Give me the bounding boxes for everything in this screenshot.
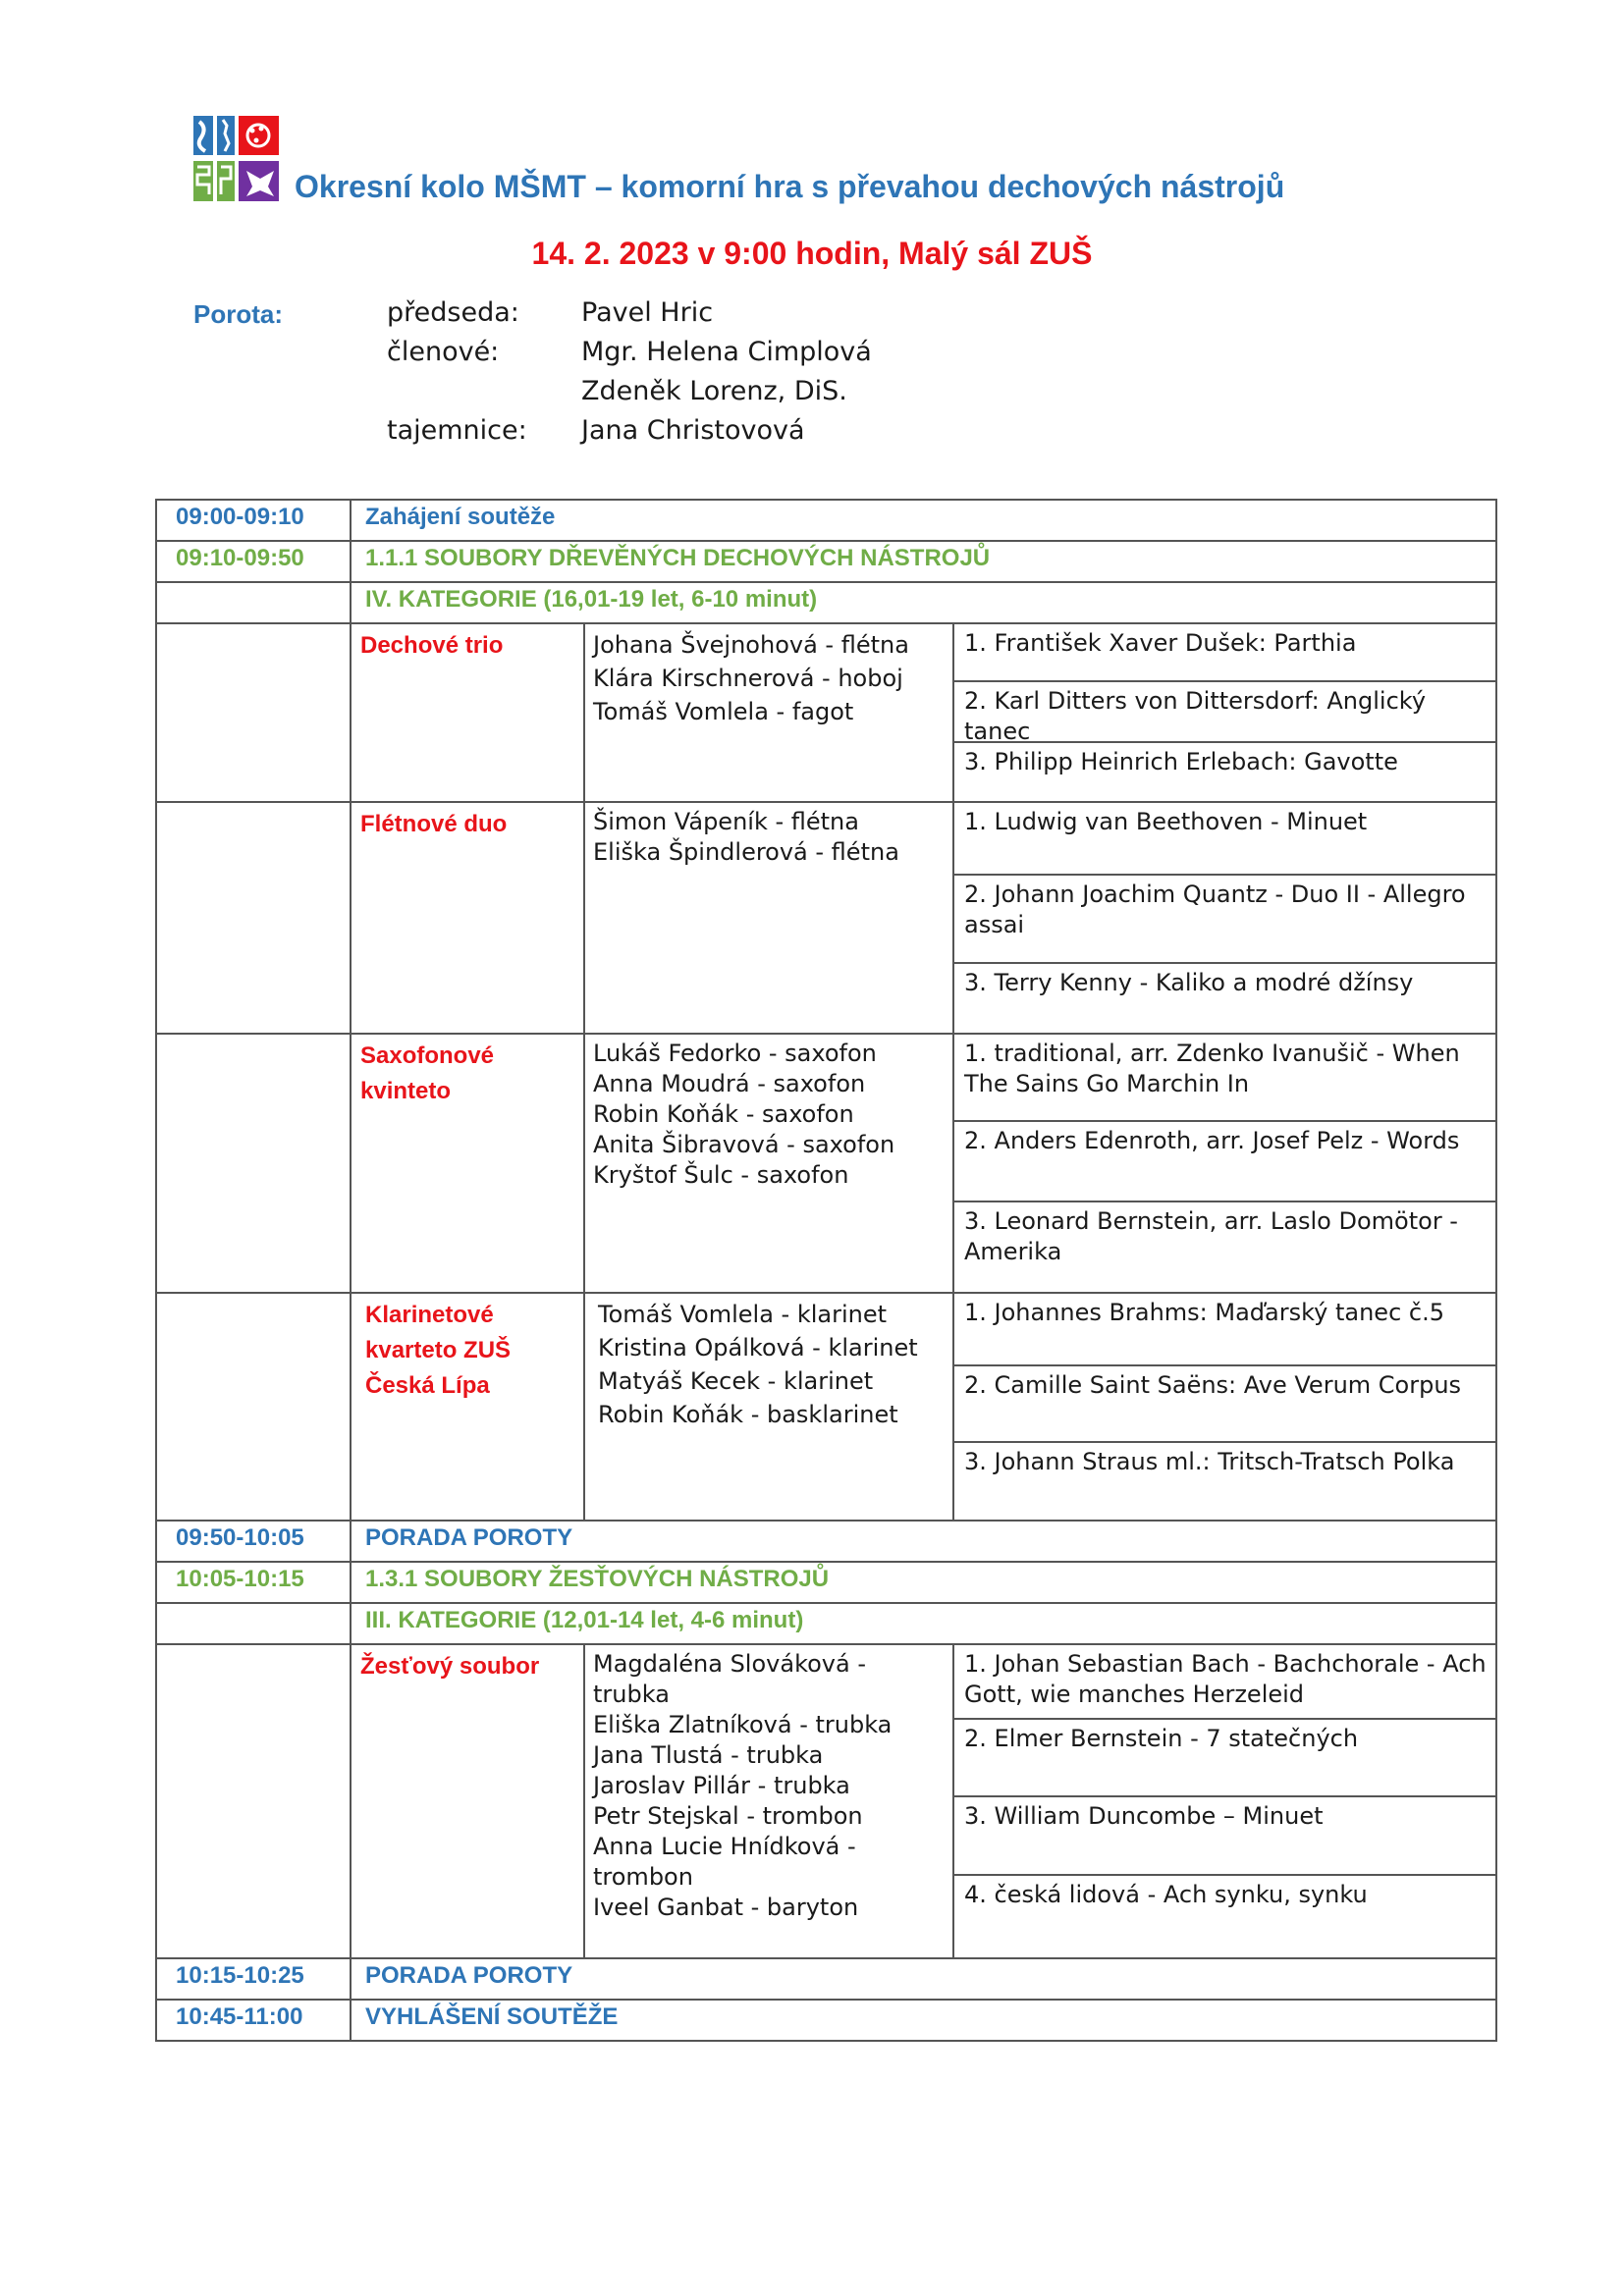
member: Tomáš Vomlela - fagot [593,698,854,725]
page-title: Okresní kolo MŠMT – komorní hra s převahou dechových nástrojů [295,169,1285,204]
time-slot: 10:05-10:15 [156,1562,351,1603]
member: Eliška Špindlerová - flétna [593,838,899,866]
member: Petr Stejskal - trombon [593,1802,863,1830]
member: Johana Švejnohová - flétna [593,631,909,659]
schedule-row [156,1603,1496,1644]
member: Anna Moudrá - saxofon [593,1070,866,1097]
event-label: PORADA POROTY [351,1958,1496,2000]
ensemble-pieces [953,802,1496,1034]
piece: 2. Elmer Bernstein - 7 statečných [954,1720,1495,1797]
jury-name: Pavel Hric [581,297,714,328]
schedule-row [156,2000,1496,2041]
time-slot: 09:00-09:10 [156,500,351,541]
jury-role: členové: [387,337,500,367]
member: Lukáš Fedorko - saxofon [593,1040,877,1067]
ensemble-row [156,1644,1496,1958]
schedule-row [156,541,1496,582]
piece: 3. William Duncombe – Minuet [954,1797,1495,1876]
ensemble-pieces [953,1293,1496,1521]
piece: 2. Johann Joachim Quantz - Duo II - Allegro assai [954,876,1495,964]
member: Anna Lucie Hnídková - trombon [593,1833,856,1891]
piece: 3. Johann Straus ml.: Tritsch-Tratsch Polka [964,1448,1455,1475]
category-heading: IV. KATEGORIE (16,01-19 let, 6-10 minut) [351,582,1496,623]
ensemble-members [584,623,953,802]
schedule-row [156,1562,1496,1603]
event-label: Zahájení soutěže [351,500,1496,541]
ensemble-name: Flétnové duo [351,802,584,1034]
schedule-table [155,499,1497,2042]
jury-role: tajemnice: [387,415,527,446]
event-label: PORADA POROTY [351,1521,1496,1562]
member: Jana Tlustá - trubka [593,1741,824,1769]
member: Robin Koňák - saxofon [593,1100,854,1128]
piece: 1. František Xaver Dušek: Parthia [954,624,1495,682]
ensemble-row [156,623,1496,802]
member: Tomáš Vomlela - klarinet [598,1301,888,1328]
event-date-venue: 14. 2. 2023 v 9:00 hodin, Malý sál ZUŠ [531,236,1093,271]
jury-label: Porota: [193,299,283,329]
piece: 3. Philipp Heinrich Erlebach: Gavotte [964,748,1398,775]
time-slot: 09:50-10:05 [156,1521,351,1562]
ensemble-pieces [953,1034,1496,1293]
member: Kristina Opálková - klarinet [598,1334,918,1362]
piece: 1. Johannes Brahms: Maďarský tanec č.5 [954,1294,1495,1366]
ensemble-row [156,802,1496,1034]
schedule-row [156,1958,1496,2000]
ensemble-members [584,802,953,1034]
piece: 1. Johan Sebastian Bach - Bachchorale - Ach Gott, wie manches Herzeleid [954,1645,1495,1720]
piece: 4. česká lidová - Ach synku, synku [964,1881,1368,1908]
ensemble-name: Klarinetové kvarteto ZUŠ Česká Lípa [351,1293,584,1521]
ensemble-pieces [953,1644,1496,1958]
ensemble-row [156,1293,1496,1521]
member: Anita Šibravová - saxofon [593,1131,895,1158]
piece: 2. Karl Ditters von Dittersdorf: Anglický tanec [954,682,1495,743]
schedule-row [156,500,1496,541]
schedule-row [156,582,1496,623]
jury-name: Mgr. Helena Cimplová [581,337,872,367]
ensemble-pieces [953,623,1496,802]
piece: 2. Camille Saint Saëns: Ave Verum Corpus [954,1366,1495,1443]
piece: 2. Anders Edenroth, arr. Josef Pelz - Words [954,1122,1495,1202]
member: Jaroslav Pillár - trubka [593,1772,850,1799]
section-heading: 1.3.1 SOUBORY ŽESŤOVÝCH NÁSTROJŮ [351,1562,1496,1603]
ensemble-name: Dechové trio [351,623,584,802]
ensemble-row [156,1034,1496,1293]
jury-name: Jana Christovová [581,415,805,446]
piece: 1. Ludwig van Beethoven - Minuet [954,803,1495,876]
ensemble-name: Saxofonové kvinteto [351,1034,584,1293]
member: Robin Koňák - basklarinet [598,1401,898,1428]
time-slot: 09:10-09:50 [156,541,351,582]
member: Matyáš Kecek - klarinet [598,1367,874,1395]
member: Šimon Vápeník - flétna [593,808,859,835]
member: Kryštof Šulc - saxofon [593,1161,849,1189]
event-label: VYHLÁŠENÍ SOUTĚŽE [351,2000,1496,2041]
jury-role: předseda: [387,297,519,328]
member: Klára Kirschnerová - hoboj [593,665,903,692]
ensemble-members [584,1034,953,1293]
member: Magdaléna Slováková - trubka [593,1650,866,1708]
jury-name: Zdeněk Lorenz, DiS. [581,376,847,406]
ensemble-name: Žesťový soubor [351,1644,584,1958]
time-slot: 10:45-11:00 [156,2000,351,2041]
piece: 3. Leonard Bernstein, arr. Laslo Domötor - Amerika [964,1207,1458,1265]
ensemble-members [584,1293,953,1521]
time-slot: 10:15-10:25 [156,1958,351,2000]
ensemble-members [584,1644,953,1958]
piece: 1. traditional, arr. Zdenko Ivanušič - When The Sains Go Marchin In [954,1035,1495,1122]
category-heading: III. KATEGORIE (12,01-14 let, 4-6 minut) [351,1603,1496,1644]
section-heading: 1.1.1 SOUBORY DŘEVĚNÝCH DECHOVÝCH NÁSTROJŮ [351,541,1496,582]
member: Iveel Ganbat - baryton [593,1894,859,1921]
zus-logo [193,116,279,201]
member: Eliška Zlatníková - trubka [593,1711,893,1738]
schedule-row [156,1521,1496,1562]
piece: 3. Terry Kenny - Kaliko a modré džínsy [964,969,1414,996]
